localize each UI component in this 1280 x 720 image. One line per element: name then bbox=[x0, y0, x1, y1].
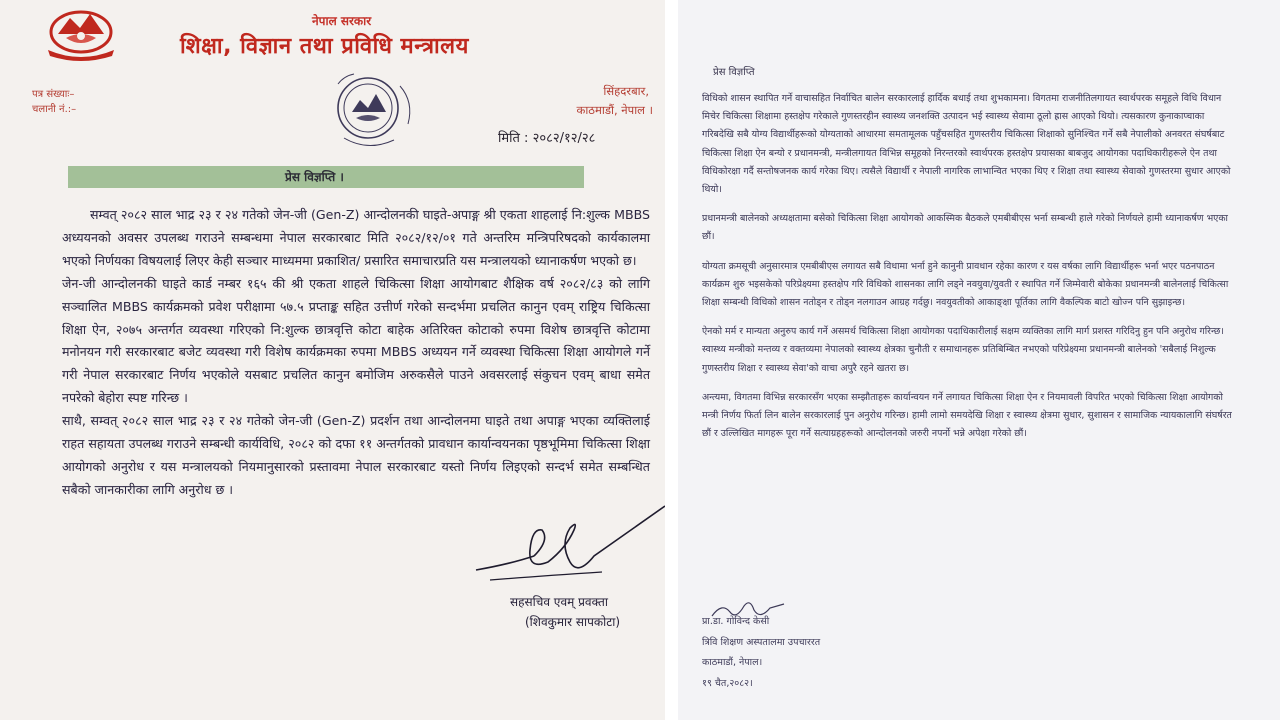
kc-press-statement bbox=[678, 0, 1280, 720]
nepal-emblem-logo bbox=[40, 4, 122, 64]
statement-signature-block bbox=[702, 612, 820, 694]
statement-paragraph-1: विधिको शासन स्थापित गर्ने वाचासहित निर्वाचित बालेन सरकारलाई हार्दिक बधाई तथा शुभकामना। विगतमा राजनीतिलगायत स्वार्थपरक समूहले विधि विधान मिचेर चिकित्सा शिक्षामा हस्तक्षेप गरेकाले गुणस्तरहीन स्वास्थ्य जनशक्ति उत्पादन भई स्वास्थ्य सेवामा ठूलो ह्रास आएको थियो। त्यसकारण कुनाकाप्चाका गरिबदेखि सबै योग्य विद्यार्थीहरूको योग्यताको आधारमा समतामूलक पहुँचसहित गुणस्तरीय चिकित्सा शिक्षाको सुनिश्चित गर्ने सबै नेपालीको अनवरत संघर्षबाट चिकित्सा शिक्षा ऐन बन्यो र प्रधानमन्त्री, मन्त्रीलगायत विभिन्न समूहको निरन्तरको स्वार्थपरक हस्तक्षेप प्रयासका बाबजुद आयोगका पदाधिकारीहरूले ऐन तथा विधिकोरक्षा गर्दै सन्तोषजनक कार्य गरेका थिए। त्यसैले विद्यार्थी र नेपाली नागरिक लाभान्वित भएका थिए र शिक्षा तथा स्वास्थ्य सेवाको गुणस्तरमा सुधार आएको थियो। bbox=[702, 93, 1231, 196]
letter-number-label: पत्र संख्याः– bbox=[32, 89, 75, 100]
handwritten-signature bbox=[470, 500, 665, 590]
body-paragraph-2: जेन-जी आन्दोलनकी घाइते कार्ड नम्बर १६५ की श्री एकता शाहले चिकित्सा शिक्षा आयोगबाट शैक्षिक वर्ष २०८२/८३ को लागि सञ्चालित MBBS कार्यक्रमको प्रवेश परीक्षामा ५७.५ प्रप्ताङ्क सहित उत्तीर्ण गरेको सन्दर्भमा प्रचलित कानुन एवम् राष्ट्रिय चिकित्सा शिक्षा ऐन, २०७५ अन्तर्गत व्यवस्था गरिएको नि:शुल्क छात्रवृत्ति कोटा बाहेक अतिरिक्त कोटाको रुपमा विशेष छात्रवृत्ति कोटामा मनोनयन गरी सरकारबाट बजेट व्यवस्था गरी विशेष कार्यक्रमका रुपमा MBBS अध्ययन गर्ने व्यवस्था चिकित्सा शिक्षा आयोगले गर्ने गरी नेपाल सरकारबाट निर्णय भएकोले यसबाट प्रचलित कानुन बमोजिम अरुकसैले पाउने अवसरलाई संकुचन एवम् बाधा समेत नपरेको बेहोरा स्पष्ट गरिन्छ । bbox=[62, 275, 651, 406]
signatory-name: (शिवकुमार सापकोटा) bbox=[525, 615, 621, 629]
statement-paragraph-4: ऐनको मर्म र मान्यता अनुरुप कार्य गर्ने असमर्थ चिकित्सा शिक्षा आयोगका पदाधिकारीलाई सक्षम व्यक्तिका लागि मार्ग प्रशस्त गरिदिनु हुन पनि अनुरोध गरिन्छ। स्वास्थ्य मन्त्रीको मन्तव्य र वक्तव्यमा नेपालको स्वास्थ्य क्षेत्रका चुनौती र समाधानहरू प्रतिबिम्बित नभएको परिप्रेक्ष्यमा प्रधानमन्त्री बालेनको 'सबैलाई निशुल्क गुणस्तरीय शिक्षा र स्वास्थ्य सेवा'को वाचा अपुरै रहने खतरा छ। bbox=[702, 326, 1224, 374]
signatory-title: सहसचिव एवम् प्रवक्ता bbox=[510, 595, 608, 609]
body-paragraph-1: सम्वत् २०८२ साल भाद्र २३ र २४ गतेको जेन-जी (Gen-Z) आन्दोलनकी घाइते-अपाङ्ग श्री एकता शाहलाई नि:शुल्क MBBS अध्ययनको अवसर उपलब्ध गराउने सम्बन्धमा नेपाल सरकारबाट मिति २०८२/१२/०१ गते अन्तरिम मन्त्रिपरिषदको कार्यकालमा भएको निर्णयका विषयलाई लिएर केही सञ्चार माध्यममा प्रकाशित/ प्रसारित समाचारप्रति यस मन्त्रालयको ध्यानाकर्षण भएको छ। bbox=[62, 207, 650, 268]
statement-paragraph-5: अन्त्यमा, विगतमा विभिन्न सरकारसँग भएका सम्झौताहरू कार्यान्वयन गर्ने लगायत चिकित्सा शिक्षा ऐन र नियमावली विपरित भएको चिकित्सा शिक्षा आयोगको मन्त्री निर्णय फिर्ता लिन बालेन सरकारलाई पुन अनुरोध गरिन्छ। हामी लामो समयदेखि शिक्षा र स्वास्थ्य क्षेत्रमा सुधार, सुशासन र सामाजिक न्यायकालागि संघर्षरत छौं र उल्लिखित मागहरू पूरा गर्ने सत्याग्रहहरूको आन्दोलनको जरुरी नपर्नो भन्ने अपेक्षा गरेको छौं। bbox=[702, 391, 1232, 440]
ministry-title: शिक्षा, विज्ञान तथा प्रविधि मन्त्रालय bbox=[180, 34, 469, 59]
signatory-location: काठमाडौं, नेपाल। bbox=[702, 657, 763, 668]
signatory-name-right: प्रा.डा. गोविन्द केसी bbox=[702, 616, 770, 627]
statement-body bbox=[702, 90, 1232, 454]
dispatch-number-label: चलानी नं.:– bbox=[32, 104, 77, 115]
government-label: नेपाल सरकार bbox=[312, 14, 372, 28]
signatory-status: त्रिवि शिक्षण अस्पतालमा उपचाररत bbox=[702, 636, 821, 648]
address-line-1: सिंहदरबार, bbox=[603, 84, 649, 98]
press-release-heading: प्रेस विज्ञप्ति । bbox=[285, 170, 344, 184]
ministry-seal-stamp bbox=[330, 72, 426, 154]
page-divider bbox=[665, 0, 678, 720]
statement-paragraph-2: प्रधानमन्त्री बालेनको अध्यक्षतामा बसेको चिकित्सा शिक्षा आयोगको आकस्मिक बैठकले एमबीबीएस भर्ना सम्बन्धी हाले गरेको निर्णयले हामी ध्यानाकर्षण भएका छौं। bbox=[702, 213, 1228, 243]
letter-date: मिति : २०८२/१२/२८ bbox=[498, 131, 596, 146]
statement-heading: प्रेस विज्ञप्ति bbox=[713, 67, 755, 78]
statement-paragraph-3: योग्यता क्रमसूची अनुसारमात्र एमबीबीएस लगायत सबै विधामा भर्ना हुने कानुनी प्रावधान रहेका कारण र यस वर्षका लागि विद्यार्थीहरू भर्ना भएर पठनपाठन कार्यक्रम शुरु भइसकेको परिप्रेक्ष्यमा हस्तक्षेप गरि विधिको शासनका लागि लड्ने नवयुवा/युवती र स्थापित गर्ने जिम्मेवारी बोकेका प्रधानमन्त्री बालेनलाई चिकित्सा शिक्षा सम्बन्धी विधिको शासन नतोड्न र तोड्न नलगाउन आग्रह गर्दछु। नवयुवतीको आकाङ्क्षा पूर्तिका लागि वैकल्पिक बाटो खोज्न पनि सुझाइन्छ। bbox=[702, 260, 1229, 309]
body-paragraph-3: साथै, सम्वत् २०८२ साल भाद्र २३ र २४ गतेको जेन-जी (Gen-Z) प्रदर्शन तथा आन्दोलनमा घाइते तथा अपाङ्ग भएका व्यक्तिलाई राहत सहायता उपलब्ध गराउने सम्बन्धी कार्यविधि, २०८२ को दफा ११ अन्तर्गतको प्रावधान कार्यान्वयनका पृष्ठभूमिमा चिकित्सा शिक्षा आयोगको अनुरोध र यस मन्त्रालयको नियमानुसारको प्रस्तावमा नेपाल सरकारबाट यस्तो निर्णय लिइएको सन्दर्भ समेत सम्बन्धित सबैको जानकारीका लागि अनुरोध छ । bbox=[62, 413, 650, 497]
statement-date: १९ चैत,२०८२। bbox=[702, 677, 753, 689]
letter-body bbox=[62, 204, 650, 502]
address-line-2: काठमाडौं, नेपाल । bbox=[576, 103, 653, 117]
